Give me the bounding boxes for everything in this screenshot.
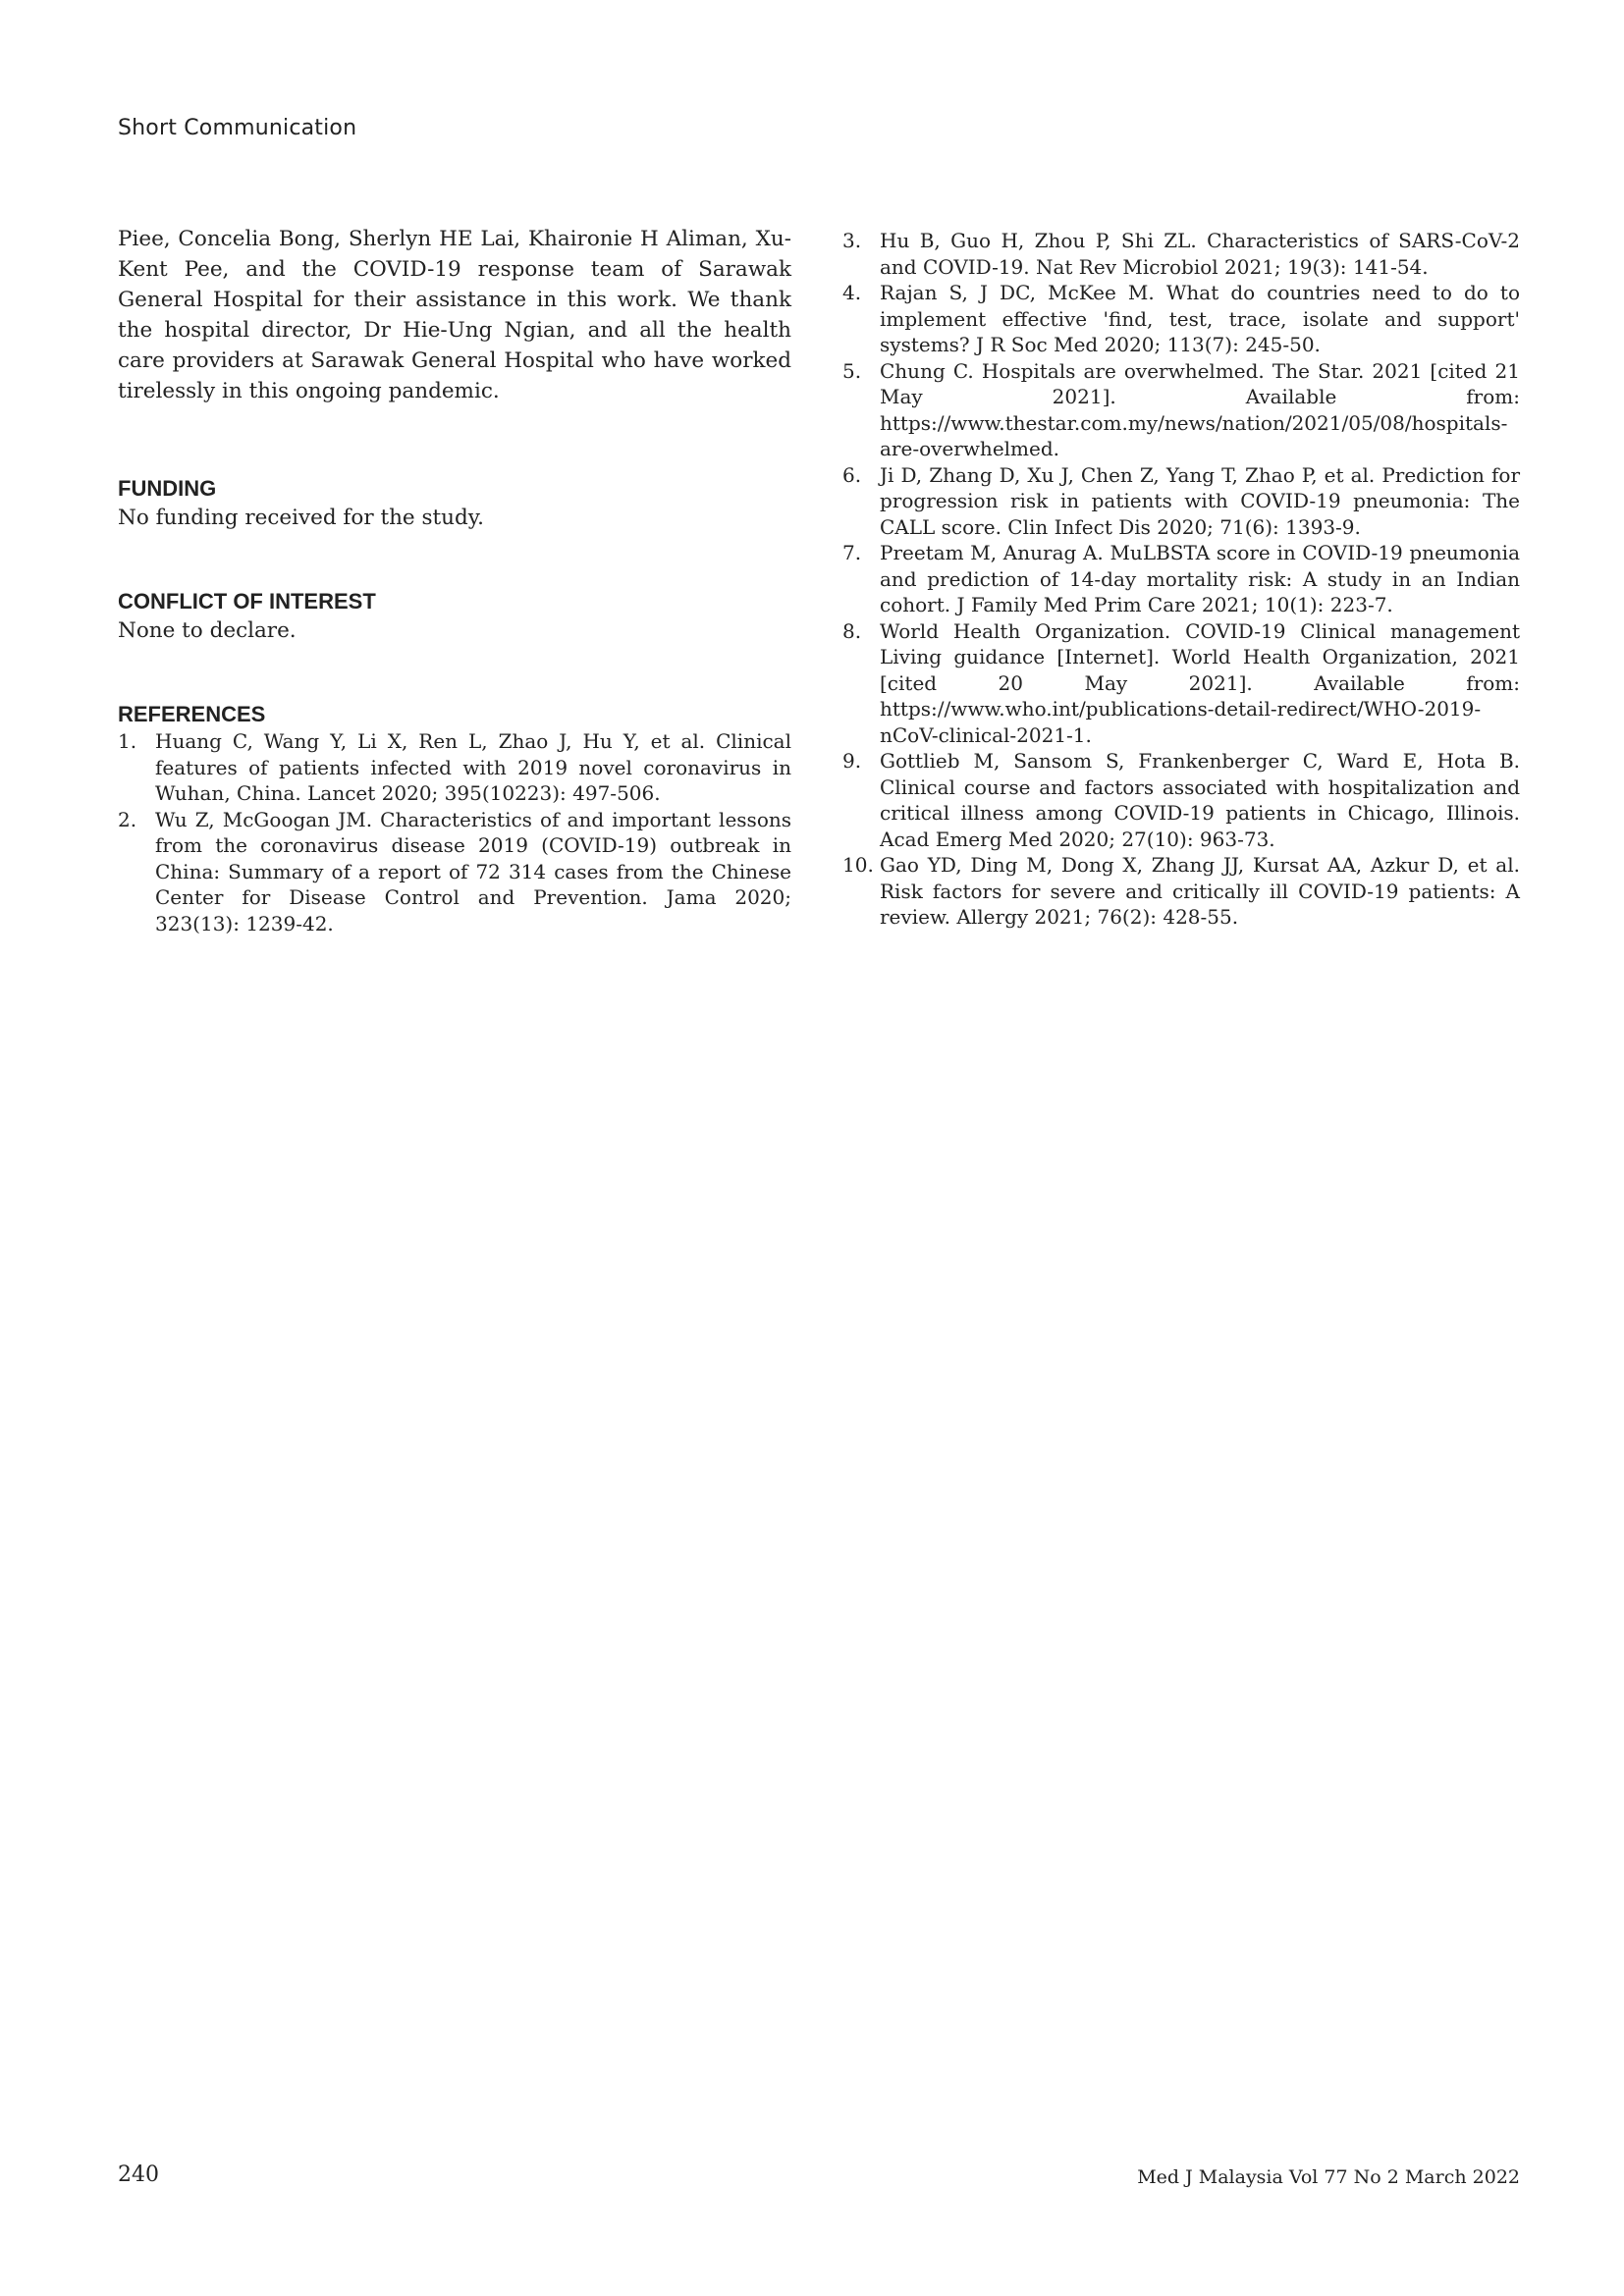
reference-text: Preetam M, Anurag A. MuLBSTA score in COVID-19 pneumonia and prediction of 14-day mortality risk: A study in an Indian cohort. J Family Med Prim Care 2021; 10(1): 223-7. — [880, 541, 1520, 616]
reference-item — [842, 852, 1520, 931]
reference-list-left — [118, 728, 791, 936]
reference-number: 5. — [842, 358, 862, 383]
reference-text: Hu B, Guo H, Zhou P, Shi ZL. Characteristics of SARS-CoV-2 and COVID-19. Nat Rev Microbiol 2021; 19(3): 141-54. — [880, 229, 1520, 279]
reference-item — [842, 358, 1520, 462]
right-column — [842, 228, 1520, 931]
funding-text: No funding received for the study. — [118, 506, 484, 530]
reference-number: 1. — [118, 729, 137, 753]
reference-number: 9. — [842, 749, 862, 773]
reference-item — [118, 728, 791, 807]
reference-number: 6. — [842, 462, 862, 487]
reference-list-right — [842, 228, 1520, 931]
reference-item — [842, 228, 1520, 280]
reference-text: Huang C, Wang Y, Li X, Ren L, Zhao J, Hu Y, et al. Clinical features of patients infected with 2019 novel coronavirus in Wuhan, China. Lancet 2020; 395(10223): 497-506. — [155, 729, 791, 805]
reference-item — [118, 807, 791, 937]
references-heading: REFERENCES — [118, 702, 266, 726]
reference-text: Chung C. Hospitals are overwhelmed. The Star. 2021 [cited 21 May 2021]. Available from: https://www.thestar.com.my/news/nation/2021/05/08/hospitals-are-overwhelmed. — [880, 358, 1520, 460]
reference-item — [842, 748, 1520, 852]
reference-text: Gao YD, Ding M, Dong X, Zhang JJ, Kursat AA, Azkur D, et al. Risk factors for severe and critically ill COVID-19 patients: A review. Allergy 2021; 76(2): 428-55. — [880, 853, 1520, 929]
reference-number: 10. — [842, 853, 874, 877]
reference-number: 2. — [118, 807, 137, 831]
acknowledgement-paragraph: Piee, Concelia Bong, Sherlyn HE Lai, Khaironie H Aliman, Xu-Kent Pee, and the COVID-19 response team of Sarawak General Hospital for their assistance in this work. We thank the hospital director, Dr Hie-Ung Ngian, and all the health care providers at Sarawak General Hospital who have worked tirelessly in this ongoing pandemic. — [118, 227, 791, 403]
funding-heading: FUNDING — [118, 476, 217, 501]
conflict-heading: CONFLICT OF INTEREST — [118, 589, 376, 614]
page-number: 240 — [118, 2163, 159, 2187]
reference-number: 3. — [842, 229, 862, 252]
reference-text: Wu Z, McGoogan JM. Characteristics of and important lessons from the coronavirus disease 2019 (COVID-19) outbreak in China: Summary of a report of 72 314 cases from the Chinese Center for Disease Control and Prevention. Jama 2020; 323(13): 1239-42. — [155, 807, 791, 935]
reference-item — [842, 540, 1520, 618]
reference-number: 4. — [842, 281, 862, 304]
reference-text: World Health Organization. COVID-19 Clinical management Living guidance [Internet]. World Health Organization, 2021 [cited 20 May 2021]. Available from: https://www.who.int/publications-detail-redirect/WHO-2019-nCoV-clinical-2021-1. — [880, 618, 1520, 747]
running-head: Short Communication — [118, 116, 357, 140]
reference-item — [842, 280, 1520, 358]
reference-item — [842, 618, 1520, 749]
reference-text: Gottlieb M, Sansom S, Frankenberger C, Ward E, Hota B. Clinical course and factors associated with hospitalization and critical illness among COVID-19 patients in Chicago, Illinois. Acad Emerg Med 2020; 27(10): 963-73. — [880, 749, 1520, 851]
conflict-text: None to declare. — [118, 618, 297, 643]
reference-text: Ji D, Zhang D, Xu J, Chen Z, Yang T, Zhao P, et al. Prediction for progression risk in patients with COVID-19 pneumonia: The CALL score. Clin Infect Dis 2020; 71(6): 1393-9. — [880, 462, 1520, 539]
reference-number: 7. — [842, 541, 862, 564]
reference-number: 8. — [842, 618, 862, 643]
reference-item — [842, 462, 1520, 541]
journal-citation: Med J Malaysia Vol 77 No 2 March 2022 — [1137, 2166, 1520, 2188]
reference-text: Rajan S, J DC, McKee M. What do countries need to do to implement effective 'find, test, trace, isolate and support' systems? J R Soc Med 2020; 113(7): 245-50. — [880, 281, 1520, 356]
left-column — [118, 224, 791, 936]
